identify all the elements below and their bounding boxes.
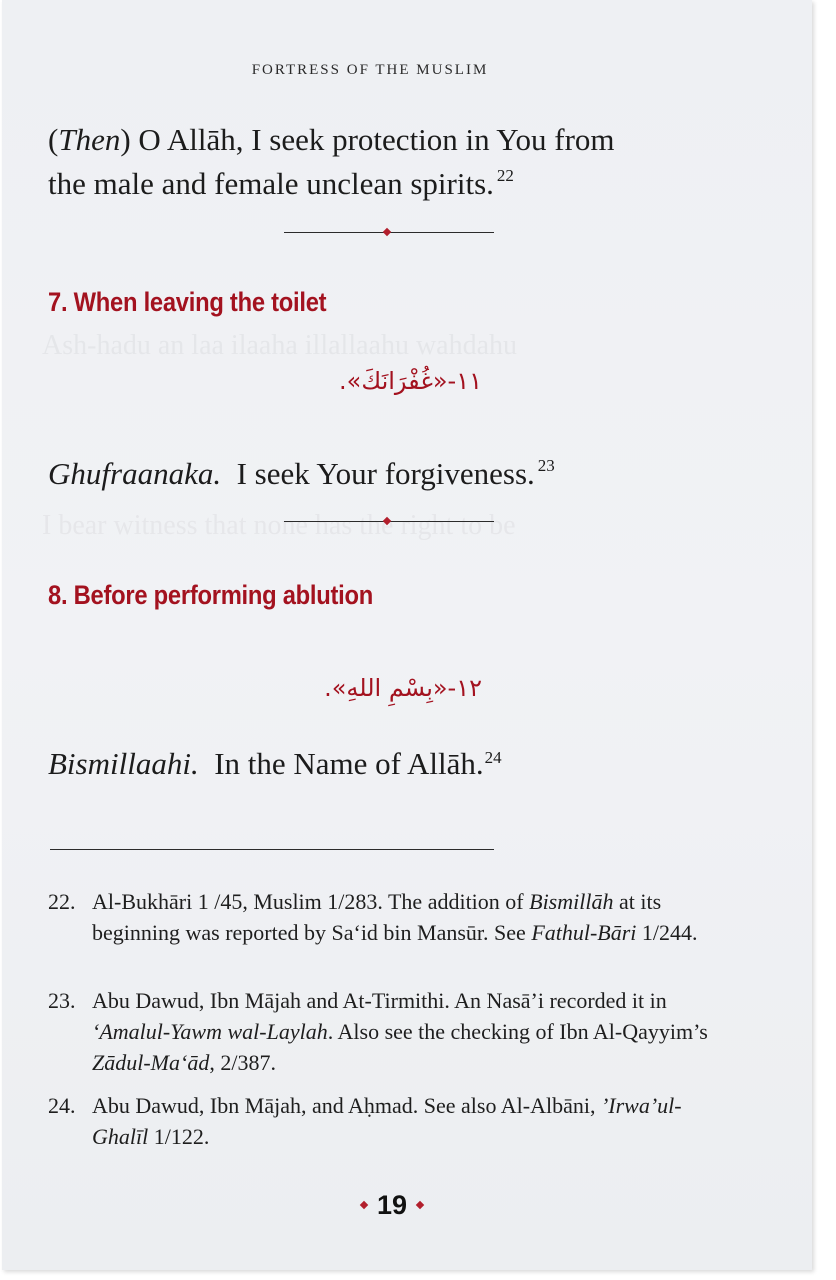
footnote-number: 23. <box>48 988 76 1013</box>
section-7-meaning: I seek Your forgiveness. <box>236 456 535 491</box>
section-8-arabic-supplication: ١٢-«بِسْمِ اللهِ». <box>324 674 482 702</box>
footnote-text-run: Abu Dawud, Ibn Mājah, and Aḥmad. See also Al-Albāni, <box>92 1093 601 1118</box>
section-7-transliteration: Ghufraanaka. <box>48 456 222 491</box>
footnote-text-run: Fathul-Bāri <box>531 920 637 945</box>
section-7-heading: 7. When leaving the toilet <box>48 287 327 317</box>
footnote-text-run: ’Irwa’ul-Ghalīl <box>92 1093 682 1149</box>
section-8-heading: 8. Before performing ablution <box>48 580 374 610</box>
footnote-ref-22[interactable]: 22 <box>496 166 514 185</box>
book-page <box>2 0 812 1270</box>
section-8-meaning: In the Name of Allāh. <box>214 746 484 781</box>
section-8-translation <box>48 742 502 791</box>
section-divider <box>284 516 494 528</box>
running-head: FORTRESS OF THE MUSLIM <box>251 62 489 78</box>
show-through-text: Ash-hadu an laa ilaaha illallaahu wahdahu <box>42 330 518 361</box>
show-through-text: I bear witness that none has the right to be <box>42 510 516 541</box>
intro-paragraph-line-2 <box>48 162 514 211</box>
section-divider <box>284 227 494 239</box>
footnote-number: 24. <box>48 1093 76 1118</box>
footnote-text-run: Bismillāh <box>529 889 614 914</box>
footnote-text <box>92 985 708 1078</box>
diamond-ornament-icon <box>383 517 391 525</box>
footnote-23 <box>48 985 708 1078</box>
section-7-arabic-supplication: ١١-«غُفْرَانَكَ». <box>339 367 482 395</box>
intro-italic-word: Then <box>58 122 121 157</box>
footnote-text-run: 1/122. <box>148 1124 210 1149</box>
diamond-ornament-icon <box>416 1201 424 1209</box>
section-8-transliteration: Bismillaahi. <box>48 746 199 781</box>
footnote-24 <box>48 1090 708 1152</box>
footnote-text-run: 1/244. <box>636 920 698 945</box>
footnote-text <box>92 886 708 948</box>
footnote-text-run: . Also see the checking of Ibn Al-Qayyim’s <box>327 1019 708 1044</box>
footnote-text-run: at its beginning was reported by Sa‘id bin Mansūr. See <box>92 889 662 945</box>
footnote-text-run: , 2/387. <box>209 1050 276 1075</box>
footnote-text-run: Al-Bukhāri 1 /45, Muslim 1/283. The addition of <box>92 889 530 914</box>
intro-line-2-text: the male and female unclean spirits. <box>48 166 494 201</box>
intro-line-1-text: O Allāh, I seek protection in You from <box>130 122 615 157</box>
page-number-value: 19 <box>376 1190 408 1220</box>
diamond-ornament-icon <box>383 228 391 236</box>
footnote-22 <box>48 886 708 948</box>
diamond-ornament-icon <box>360 1201 368 1209</box>
footnote-text <box>92 1090 708 1152</box>
footnote-text-run: Abu Dawud, Ibn Mājah and At-Tirmithi. An Nasā’i recorded it in <box>92 988 667 1013</box>
footnote-ref-24[interactable]: 24 <box>484 748 502 767</box>
footnote-number: 22. <box>48 889 76 914</box>
footnote-ref-23[interactable]: 23 <box>537 456 555 475</box>
footnote-rule <box>50 849 494 850</box>
section-7-translation <box>48 452 555 501</box>
intro-paragraph-line-1: (Then) O Allāh, I seek protection in You from <box>48 122 615 157</box>
footnote-text-run: Zādul-Ma‘ād <box>92 1050 210 1075</box>
page-number <box>2 1190 782 1221</box>
footnote-text-run: ‘Amalul-Yawm wal-Laylah <box>92 1019 328 1044</box>
